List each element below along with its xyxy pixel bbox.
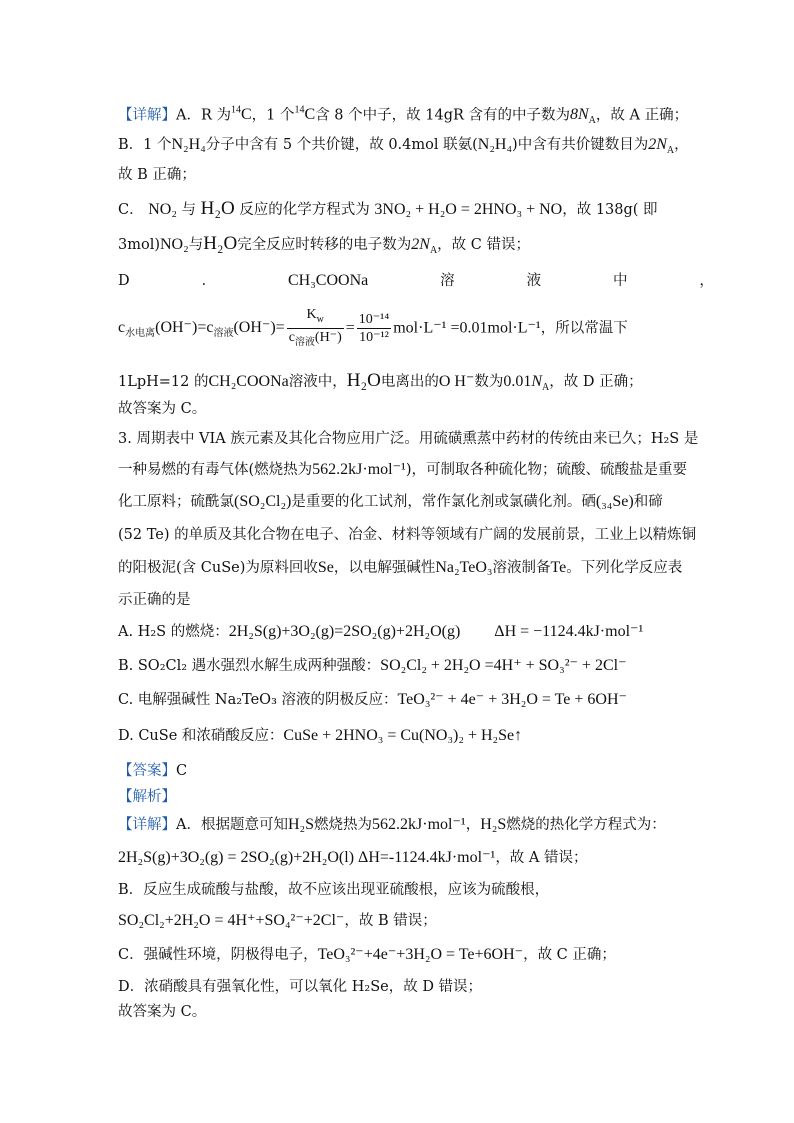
option-c: C. 电解强碱性 Na₂TeO₃ 溶液的阴极反应：TeO₃²⁻ + 4e⁻ + 3H₂O = Te + 6OH⁻ <box>118 691 627 708</box>
q3-stem-4: (52 Te) 的单质及其化合物在电子、冶金、材料等领域有广阔的发展前景，工业上以精炼铜 <box>118 527 697 543</box>
explain-line-b2: 故 B 正确； <box>118 167 196 183</box>
detail-b: B．反应生成硫酸与盐酸，故不应该出现亚硫酸根，应该为硫酸根， <box>118 882 550 898</box>
detail-a: 【详解】A．根据题意可知H₂S燃烧热为562.2kJ·mol⁻¹，H₂S燃烧的热化学方程式为： <box>118 816 666 833</box>
q3-stem-6: 示正确的是 <box>118 592 191 608</box>
detail-b-eq: SO₂Cl₂+2H₂O = 4H⁺+SO₄²⁻+2Cl⁻，故 B 错误； <box>118 912 437 929</box>
analysis-tag: 【解析】 <box>118 789 176 805</box>
detail-c: C．强碱性环境，阴极得电子，TeO₃²⁻+4e⁻+3H₂O = Te+6OH⁻，故 C 正确； <box>118 946 616 963</box>
detail-conclusion: 故答案为 C。 <box>118 1004 207 1020</box>
option-b: B. SO₂Cl₂ 遇水强烈水解生成两种强酸：SO₂Cl₂ + 2H₂O =4H⁺ + SO₃²⁻ + 2Cl⁻ <box>118 657 627 674</box>
explain-line-a: 【详解】A．R 为$^{14}$C，1 个$^{14}$C含 8 个中子，故 14gR 含有的中子数为$8N_A$，故 A 正确； <box>118 105 689 127</box>
detail-a-eq: 2H₂S(g)+3O₂(g) = 2SO₂(g)+2H₂O(l) ΔH=-1124.4kJ·mol⁻¹，故 A 错误； <box>118 849 588 866</box>
answer-line: 【答案】C <box>118 763 188 779</box>
explain-conclusion: 故答案为 C。 <box>118 401 207 417</box>
q3-stem-3: 化工原料；硫酰氯(SO₂Cl₂)是重要的化工试剂，常作氯化剂或氯磺化剂。硒(₃₄Se)和碲 <box>118 493 663 510</box>
q3-stem-2: 一种易燃的有毒气体(燃烧热为562.2kJ·mol⁻¹)，可制取各种硫化物；硫酸、硫酸盐是重要 <box>118 461 687 478</box>
analysis-line <box>118 786 714 808</box>
answer-tag: 【答案】 <box>118 763 176 779</box>
explain-line-d3: 1LpH=12 的CH₂COONa溶液中，H₂O电离出的O H−数为$0.01N_A$，故 D 正确； <box>118 369 643 394</box>
explain-line-c2: 3mol)NO₂与H₂O完全反应时转移的电子数为$2N_A$，故 C 错误； <box>118 233 530 257</box>
kw-fraction: $\frac{K_w}{c_{溶液}(H^-)}$ <box>288 307 342 348</box>
option-a: A. H₂S 的燃烧：2H₂S(g)+3O₂(g)=2SO₂(g)+2H₂O(g) ΔH = −1124.4kJ·mol⁻¹ <box>118 623 644 640</box>
explain-line-c: C． NO₂ 与 H₂O 反应的化学方程式为 3NO₂ + H₂O = 2HNO₃ + NO，故 138g( 即 <box>118 198 658 219</box>
option-d: D. CuSe 和浓硝酸反应：CuSe + 2HNO₃ = Cu(NO₃)₂ + H₂Se↑ <box>118 727 523 744</box>
explain-line-b: B．1 个N₂H₄分子中含有 5 个共价键，故 0.4mol 联氨(N₂H₄)中含有共价键数目为$2N_A$， <box>118 136 689 157</box>
q3-stem-5: 的阳极泥(含 CuSe)为原料回收Se，以电解强碱性Na₂TeO₃溶液制备Te。下列化学反应表 <box>118 559 683 576</box>
detail-d: D．浓硝酸具有强氧化性，可以氧化 H₂Se，故 D 错误； <box>118 979 483 995</box>
explain-line-d-formula: $c_{水电离}(OH^-)=c_{溶液}(OH^-)=$ $\frac{K_w}{c_{溶液}(H^-)}$ = $\frac{\text{10⁻¹⁴}}{\text{10⁻¹²}}$ mol·L⁻¹ =0.01mol·L⁻¹，所以常温下 <box>118 306 714 352</box>
explain-line-d: D ． CH₃COONa 溶 液 中 ， <box>118 272 714 289</box>
power-fraction: $\frac{\text{10⁻¹⁴}}{\text{10⁻¹²}}$ <box>358 311 390 345</box>
q3-stem-1: 3. 周期表中 VIA 族元素及其化合物应用广泛。用硫磺熏蒸中药材的传统由来已久；H₂S 是 <box>118 431 699 447</box>
detail-tag: 【详解】 <box>118 107 176 124</box>
